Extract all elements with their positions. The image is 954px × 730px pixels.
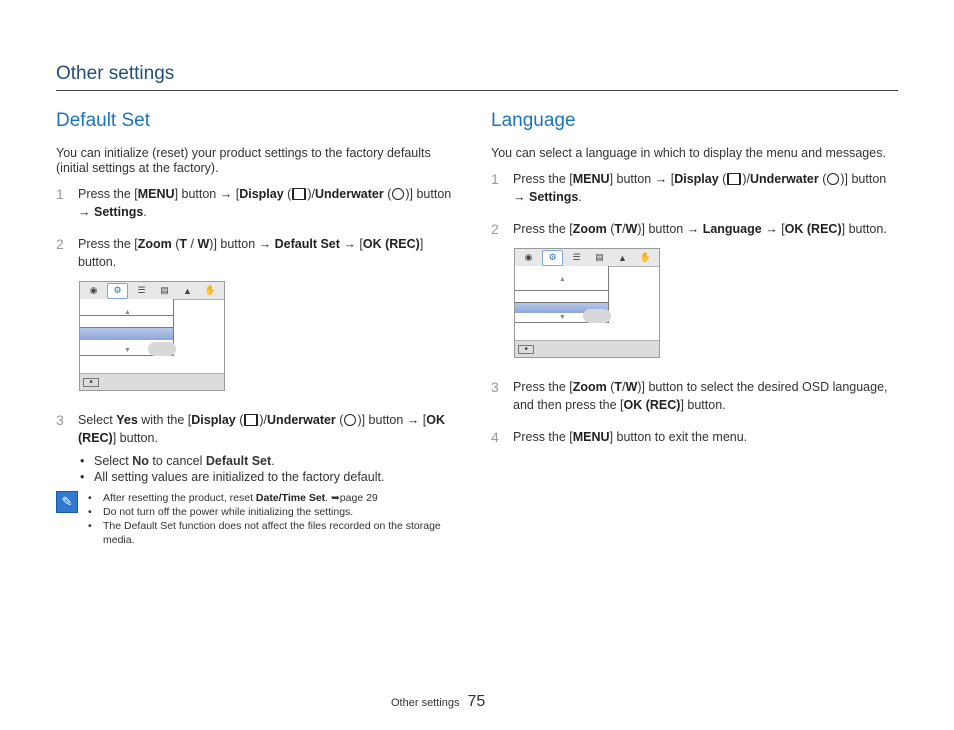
- exit-icon: ■: [83, 378, 99, 387]
- page-title: Other settings: [56, 63, 175, 84]
- menu-screen-illustration: [79, 281, 225, 391]
- display-icon: [244, 414, 258, 426]
- note-box: [56, 491, 464, 547]
- default-set-section: [56, 110, 464, 495]
- language-step-3: 3 Press the [Zoom (T/W)] button to select the desired OSD language, and then press the [OK (REC)] button.: [491, 379, 888, 412]
- arrow-icon: →: [78, 205, 91, 219]
- note-pencil-icon: ✎: [56, 491, 78, 513]
- screen-dial-shape: [583, 309, 611, 323]
- camera-tab-icon: ◉: [524, 252, 533, 262]
- arrow-icon: →: [406, 413, 420, 427]
- screen-tab-bar: [515, 249, 659, 267]
- default-set-intro: You can initialize (reset) your product settings to the factory defaults (initial settings at the factory).: [56, 146, 431, 175]
- arrow-icon: →: [343, 237, 356, 251]
- scroll-down-icon: ▼: [559, 314, 566, 321]
- language-step-4: 4 Press the [MENU] button to exit the menu.: [491, 429, 748, 445]
- language-step-2: 2 Press the [Zoom (T/W)] button → Language → [OK (REC)] button.: [491, 221, 887, 237]
- step-number: 2: [491, 221, 499, 237]
- hand-tab-icon: ✋: [204, 285, 217, 295]
- language-title: Language: [491, 110, 576, 131]
- menu-tab-icon: ☰: [572, 252, 581, 262]
- language-step-1: 1 Press the [MENU] button → [Display ( )/Underwater ( )] button → Settings.: [491, 171, 887, 204]
- exit-icon: ■: [518, 345, 534, 354]
- arrow-icon: →: [513, 190, 526, 204]
- step-number: 1: [56, 186, 64, 202]
- arrow-icon: →: [654, 172, 668, 186]
- memory-tab-icon: ▤: [595, 252, 604, 262]
- settings-tab-icon: ⚙: [107, 283, 128, 299]
- default-set-bullets: [78, 453, 464, 485]
- default-set-step-2: 2 Press the [Zoom (T / W)] button → Default Set → [OK (REC)] button.: [56, 236, 424, 269]
- menu-screen-illustration: [514, 248, 660, 358]
- scroll-up-icon: ▲: [124, 309, 131, 316]
- footer-label: Other settings: [391, 697, 460, 709]
- screen-dial-shape: [148, 342, 176, 356]
- arrow-icon: →: [686, 222, 700, 236]
- list-item: • After resetting the product, reset Date/Time Set. ➥page 29: [87, 491, 464, 505]
- settings-tab-icon: ⚙: [542, 250, 563, 266]
- underwater-icon: [344, 414, 356, 426]
- page-footer: [391, 693, 485, 711]
- step-number: 3: [491, 379, 499, 395]
- screen-tab-bar: [80, 282, 224, 300]
- underwater-icon: [392, 188, 404, 200]
- hand-tab-icon: ✋: [639, 252, 652, 262]
- display-icon: [727, 173, 741, 185]
- language-intro: You can select a language in which to display the menu and messages.: [491, 146, 886, 160]
- scroll-up-icon: ▲: [559, 276, 566, 283]
- scroll-down-icon: ▼: [124, 347, 131, 354]
- page-number: 75: [467, 693, 486, 710]
- arrow-icon: →: [765, 222, 778, 236]
- list-item: • All setting values are initialized to the factory default.: [78, 469, 464, 485]
- page-header: [56, 61, 898, 91]
- step-number: 3: [56, 412, 64, 428]
- list-item: • Do not turn off the power while initializing the settings.: [87, 505, 464, 519]
- step-number: 4: [491, 429, 499, 445]
- default-set-step-3: 3 Select Yes with the [Display ( )/Underwater ( )] button → [OK (REC)] button.: [56, 412, 445, 445]
- camera-tab-icon: ◉: [89, 285, 98, 295]
- screen-menu-row-selected: [80, 327, 173, 340]
- menu-tab-icon: ☰: [137, 285, 146, 295]
- step-number: 1: [491, 171, 499, 187]
- language-section: [491, 110, 899, 460]
- list-item: • Select No to cancel Default Set.: [78, 453, 464, 469]
- arrow-icon: →: [258, 237, 272, 251]
- arrow-icon: →: [219, 187, 233, 201]
- default-set-step-1: 1 Press the [MENU] button → [Display ( )/Underwater ( )] button → Settings.: [56, 186, 452, 219]
- image-tab-icon: ▲: [183, 285, 192, 296]
- list-item: • The Default Set function does not affect the files recorded on the storage media.: [87, 519, 464, 547]
- screen-footer-bar: [515, 340, 659, 357]
- memory-tab-icon: ▤: [160, 285, 169, 295]
- image-tab-icon: ▲: [618, 252, 627, 263]
- screen-footer-bar: [80, 373, 224, 390]
- display-icon: [292, 188, 306, 200]
- step-number: 2: [56, 236, 64, 252]
- default-set-title: Default Set: [56, 110, 150, 131]
- underwater-icon: [827, 173, 839, 185]
- note-list: [87, 491, 464, 547]
